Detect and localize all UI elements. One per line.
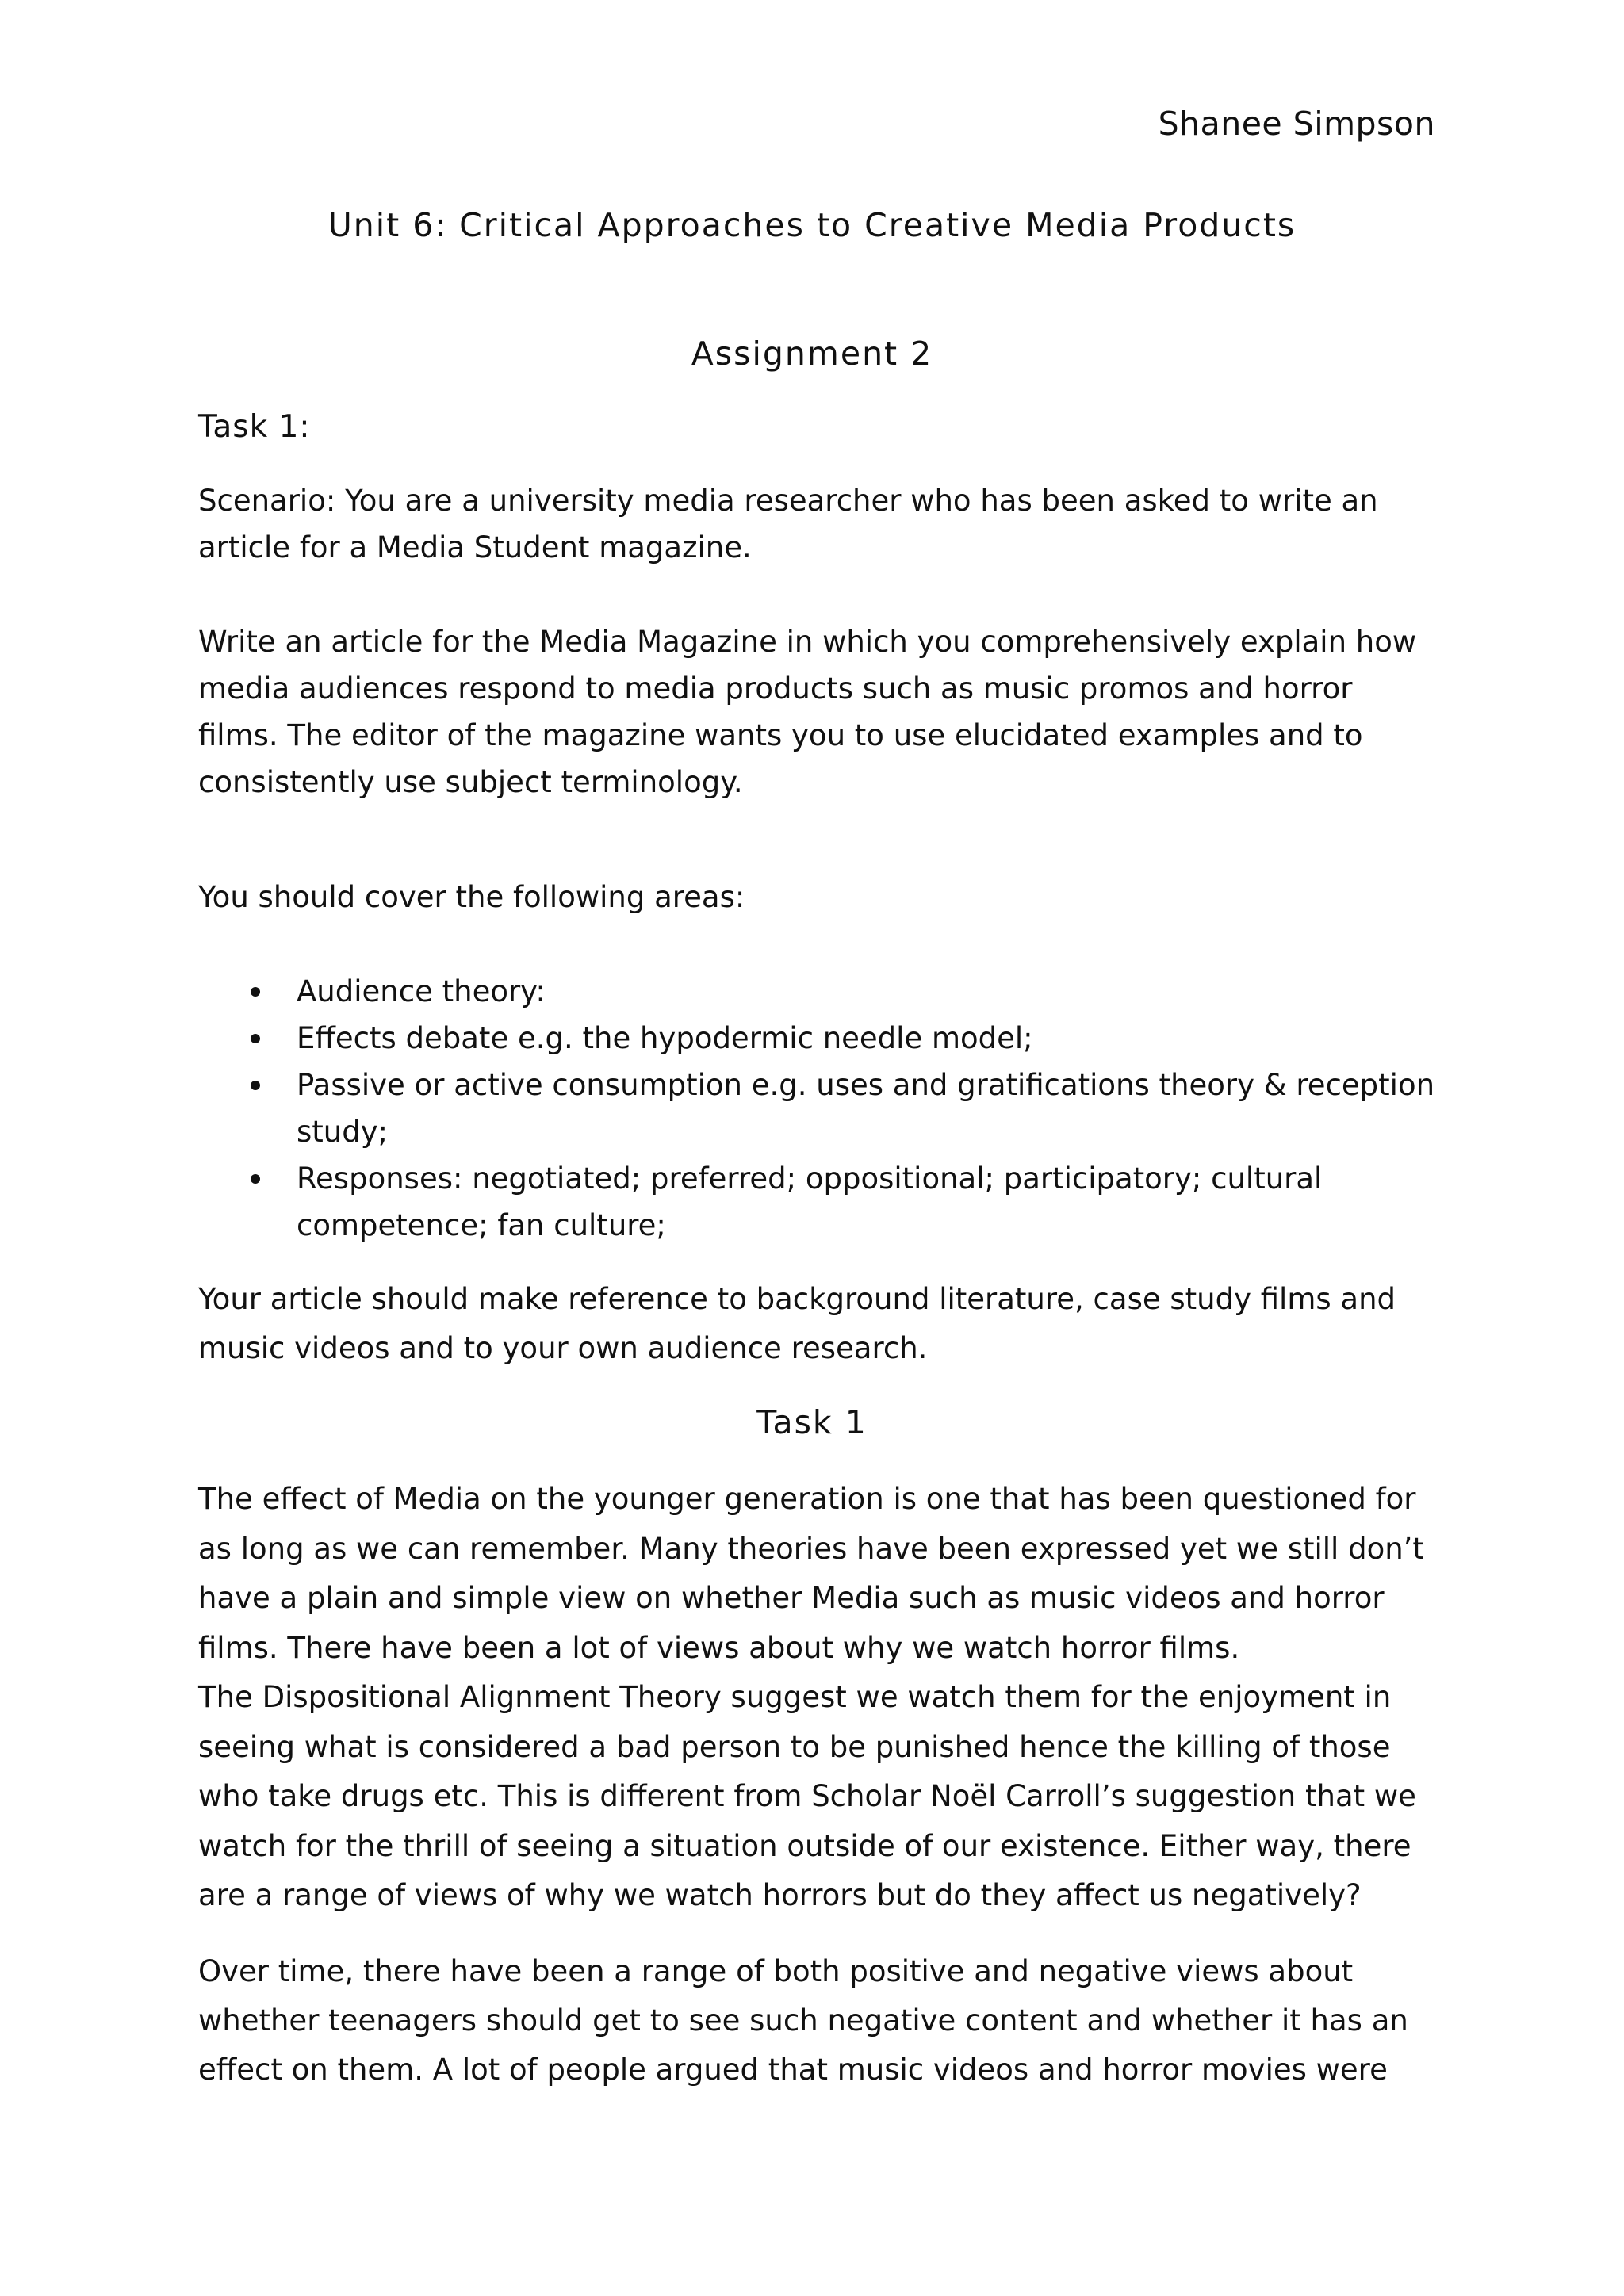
body-line: are a range of views of why we watch horrors but do they affect us negatively? [198,1878,1362,1912]
brief-paragraph [198,618,1416,806]
unit-title: Unit 6: Critical Approaches to Creative Media Products [327,206,1297,244]
list-item-line: Passive or active consumption e.g. uses and gratifications theory & reception [297,1068,1435,1102]
areas-bullet-list [198,968,1434,1249]
author-name: Shanee Simpson [1158,105,1435,143]
assignment-title: Assignment 2 [691,335,933,373]
list-item-line: Effects debate e.g. the hypodermic needle model; [297,1021,1033,1055]
brief-line: media audiences respond to media products such as music promos and horror [198,672,1353,706]
body-paragraph-2 [198,1947,1408,2095]
list-item-line: Responses: negotiated; preferred; oppositional; participatory; cultural [297,1161,1323,1196]
list-item [198,1015,1434,1062]
body-line: who take drugs etc. This is different from Scholar Noël Carroll’s suggestion that we [198,1779,1416,1813]
brief-line: consistently use subject terminology. [198,765,743,799]
task-heading: Task 1 [756,1403,868,1441]
body-line: watch for the thrill of seeing a situation outside of our existence. Either way, there [198,1828,1411,1863]
cover-intro [198,874,745,920]
article-requirements-paragraph [198,1275,1396,1373]
body-line: films. There have been a lot of views about why we watch horror films. [198,1630,1240,1665]
body-line: The effect of Media on the younger generation is one that has been questioned for [198,1482,1416,1516]
body-line: The Dispositional Alignment Theory suggest we watch them for the enjoyment in [198,1680,1392,1714]
bullet-icon [251,1081,260,1090]
bullet-icon [251,987,260,997]
scenario-line: Scenario: You are a university media researcher who has been asked to write an [198,484,1378,518]
list-item-line: Audience theory: [297,974,546,1008]
scenario-line: article for a Media Student magazine. [198,530,752,564]
body-line: have a plain and simple view on whether Media such as music videos and horror [198,1581,1385,1615]
body-line: effect on them. A lot of people argued that music videos and horror movies were [198,2053,1388,2087]
list-item-line: competence; fan culture; [297,1208,666,1242]
brief-line: Write an article for the Media Magazine in which you comprehensively explain how [198,625,1417,659]
body-line: seeing what is considered a bad person to be punished hence the killing of those [198,1729,1391,1764]
list-item [198,1155,1434,1249]
bullet-icon [251,1174,260,1184]
body-line: Over time, there have been a range of both positive and negative views about [198,1954,1354,1988]
brief-line: films. The editor of the magazine wants you to use elucidated examples and to [198,718,1363,752]
body-paragraph-1 [198,1475,1424,1921]
article-line: Your article should make reference to background literature, case study films and [198,1282,1396,1316]
bullet-icon [251,1034,260,1043]
task-label: Task 1: [198,409,311,445]
list-item [198,1062,1434,1155]
body-line: as long as we can remember. Many theories have been expressed yet we still don’t [198,1531,1424,1566]
list-item-line: study; [297,1115,389,1149]
scenario-paragraph [198,477,1378,571]
article-line: music videos and to your own audience research. [198,1331,928,1365]
body-line: whether teenagers should get to see such negative content and whether it has an [198,2003,1408,2038]
cover-intro-line: You should cover the following areas: [198,880,745,914]
list-item [198,968,1434,1015]
